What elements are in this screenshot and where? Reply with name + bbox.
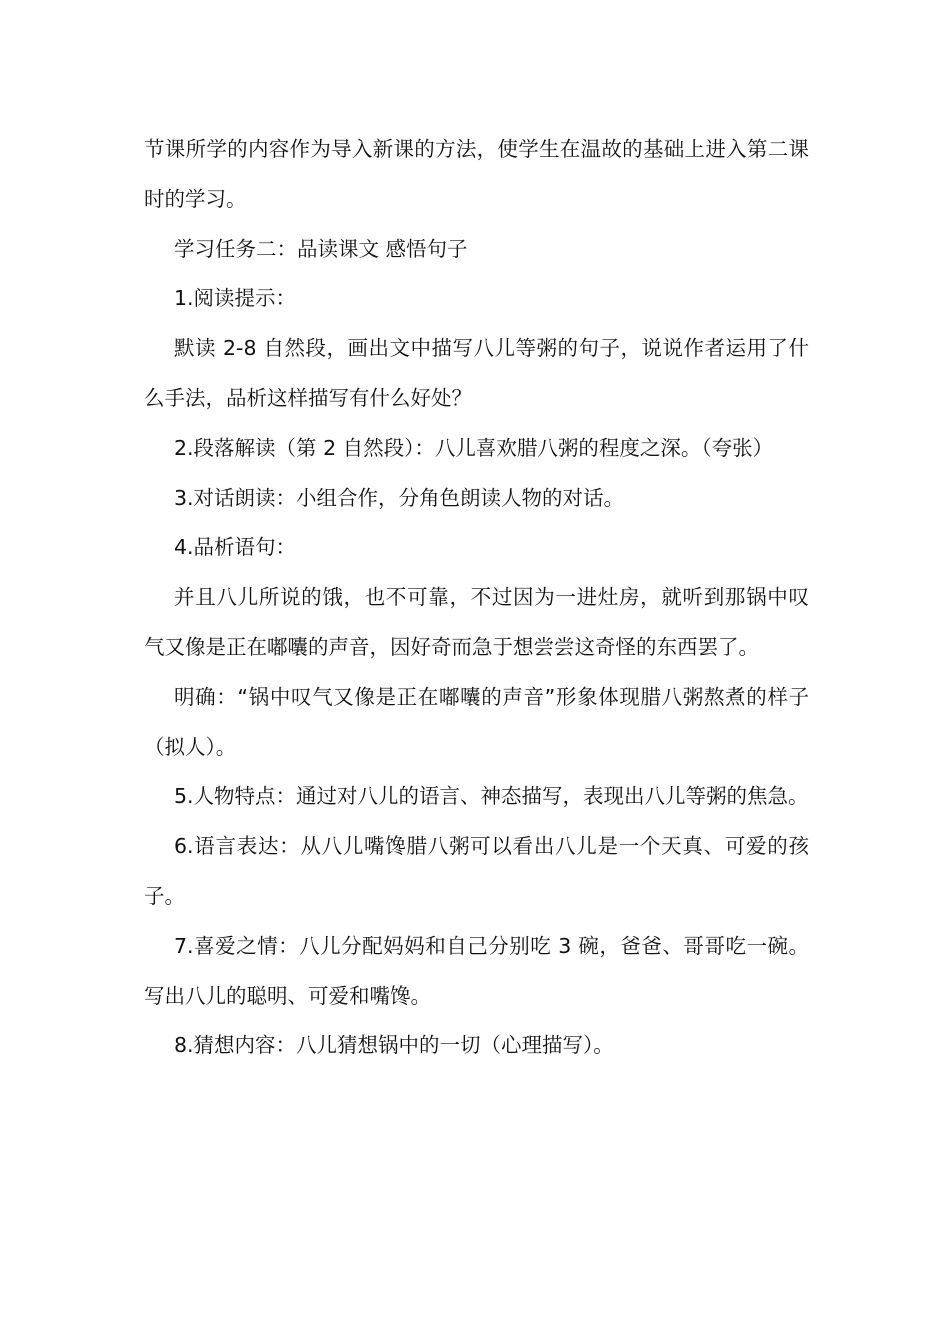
paragraph-clarification: 明确：“锅中叹气又像是正在嘟囔的声音”形象体现腊八粥熬煮的样子（拟人）。 bbox=[144, 684, 809, 759]
paragraph-dialogue-reading: 3.对话朗读：小组合作，分角色朗读人物的对话。 bbox=[174, 485, 625, 510]
paragraph-sentence-analysis-label: 4.品析语句： bbox=[174, 535, 297, 560]
paragraph-affection: 7.喜爱之情：八儿分配妈妈和自己分别吃 3 碗，爸爸、哥哥吃一碗。写出八儿的聪明、可爱和嘴馋。 bbox=[144, 933, 809, 1008]
paragraph-task-heading: 学习任务二：品读课文 感悟句子 bbox=[174, 236, 468, 261]
paragraph-reading-hint: 默读 2-8 自然段，画出文中描写八儿等粥的句子，说说作者运用了什么手法，品析这样描写有什么好处？ bbox=[144, 336, 809, 410]
paragraph-section-analysis: 2.段落解读（第 2 自然段）：八儿喜欢腊八粥的程度之深。（夸张） bbox=[174, 435, 774, 460]
paragraph-quoted-passage: 并且八儿所说的饿，也不可靠，不过因为一进灶房，就听到那锅中叹气又像是正在嘟囔的声音，因好奇而急于想尝尝这奇怪的东西罢了。 bbox=[144, 585, 809, 659]
paragraph-continuation: 节课所学的内容作为导入新课的方法，使学生在温故的基础上进入第二课时的学习。 bbox=[144, 137, 809, 211]
paragraph-language-expression: 6.语言表达：从八儿嘴馋腊八粥可以看出八儿是一个天真、可爱的孩子。 bbox=[144, 834, 809, 908]
document-body bbox=[144, 125, 809, 1071]
paragraph-reading-hint-label: 1.阅读提示： bbox=[174, 286, 297, 311]
paragraph-character-traits: 5.人物特点：通过对八儿的语言、神态描写，表现出八儿等粥的焦急。 bbox=[174, 784, 809, 809]
paragraph-guess-content: 8.猜想内容：八儿猜想锅中的一切（心理描写）。 bbox=[174, 1033, 614, 1058]
